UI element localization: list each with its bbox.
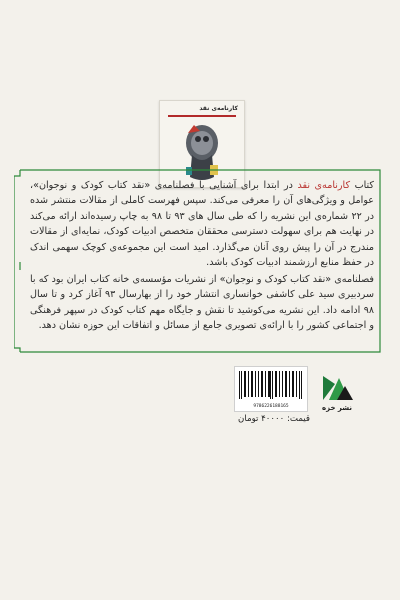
- description-frame: [14, 168, 386, 354]
- publisher-logo-icon: [319, 372, 353, 402]
- thumbnail-title: کارنامه‌ی نقد: [199, 105, 238, 112]
- thumbnail-red-band: [168, 115, 236, 117]
- price-label: قیمت: ۴۰۰۰۰ تومان: [238, 414, 310, 424]
- paragraph1-prefix: کتاب: [350, 180, 375, 191]
- publisher-name: نشر خزه: [321, 404, 353, 412]
- isbn-barcode: [234, 366, 308, 412]
- description-paragraph-2: فصلنامه‌ی «نقد کتاب کودک و نوجوان» از نشریات مؤسسه‌ی خانه کتاب ایران بود که با سردبیری سید علی کاشفی خوانساری انتشار خود را از بهارسال ۹۳ آغاز کرد و تا سال ۹۸ ادامه داد. این نشریه می‌کوشید تا نقش و جایگاه مهم کتاب کودک در سپهر فرهنگی و اجتماعی کشور را با ارائه‌ی تصویری جامع از مسائل و اتفاقات این حوزه نشان دهد.: [30, 274, 374, 332]
- book-title-highlight: کارنامه‌ی نقد: [297, 180, 351, 191]
- isbn-number: 9786226188165: [253, 404, 289, 409]
- paragraph1-body: در ابتدا برای آشنایی با فصلنامه‌ی «نقد کتاب کودک و نوجوان»، عوامل و ویژگی‌های آن را معرفی می‌کند. سپس فهرست کاملی از مقالات منتشر شده در ۲۲ شماره‌ی این نشریه را که طی سال های ۹۳ تا ۹۸ به چاپ رسیده‌اند ارائه می‌کند در نهایت هم برای سهولت دسترسی محققان متخصص ادبیات کودک، نمایه‌ای از مقالات مندرج در آن را پیش روی آنان می‌گذارد. امید است این مجموعه‌ی کوچک سهمی اندک در حفظ منابع ارزشمند ادبیات کودک باشد.: [30, 180, 374, 269]
- barcode-bars: [239, 371, 303, 399]
- description-paragraph-1: [30, 178, 374, 270]
